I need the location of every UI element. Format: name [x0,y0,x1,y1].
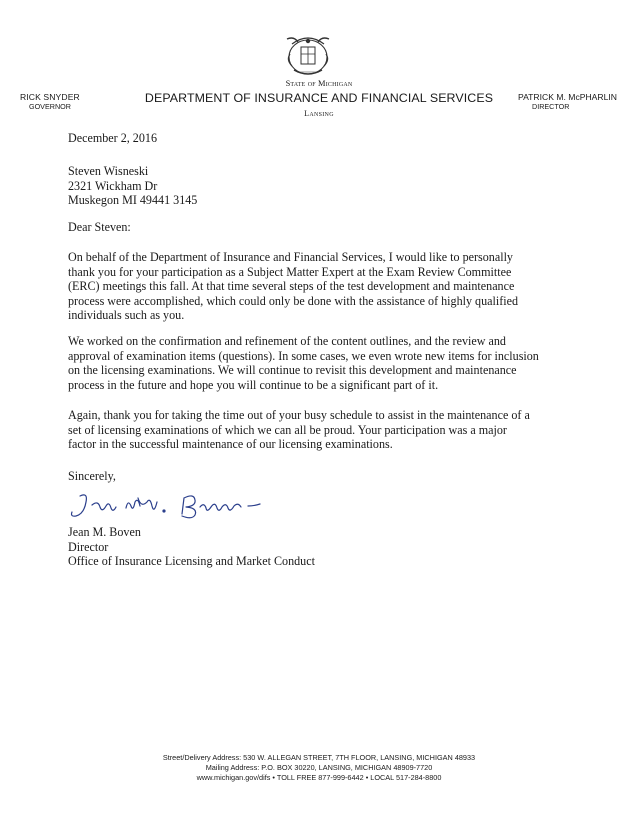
signer-title: Director [68,539,109,554]
closing: Sincerely, [68,469,116,483]
recipient-city: Muskegon MI 49441 3145 [68,193,198,208]
letter-date: December 2, 2016 [68,131,157,145]
paragraph-line: Again, thank you for taking the time out of your busy schedule to assist in the maintenance of a [68,408,530,422]
signer-office: Office of Insurance Licensing and Market Conduct [68,554,315,569]
handwritten-signature [66,488,296,522]
governor-name: RICK SNYDER [20,92,80,102]
city-line: Lansing [304,109,334,118]
salutation: Dear Steven: [68,220,131,234]
state-line: State of Michigan [285,79,353,88]
paragraph-line: process in the future and hope you will continue to be a significant part of it. [68,377,439,392]
recipient-address [68,164,576,208]
paragraph-line: thank you for your participation as a Subject Matter Expert at the Exam Review Committee [68,264,512,279]
paragraph-line: approval of examination items (questions). In some cases, we even wrote new items for inclusion [68,348,539,363]
signature-block [68,525,576,569]
footer-contact: www.michigan.gov/difs • TOLL FREE 877-999-6442 • LOCAL 517-284-8800 [196,773,442,782]
paragraph-line: set of licensing examinations of which we can all be proud. Your participation was a major [68,422,507,437]
paragraph-line: (ERC) meetings this fall. At that time several steps of the test development and maintenance [68,279,515,294]
state-seal-icon [278,30,338,82]
paragraph-line: On behalf of the Department of Insurance and Financial Services, I would like to personally [68,250,513,264]
paragraph-line: individuals such as you. [68,308,185,323]
director-title: DIRECTOR [532,102,570,111]
paragraph-line: on the licensing examinations. We will continue to revisit this development and maintenance [68,363,517,378]
paragraph-2 [68,334,576,392]
department-name: DEPARTMENT OF INSURANCE AND FINANCIAL SERVICES [144,91,494,105]
footer-mailing-address: Mailing Address: P.O. BOX 30220, LANSING, MICHIGAN 48909-7720 [205,763,433,772]
letter-footer [0,753,638,783]
recipient-name: Steven Wisneski [68,164,149,178]
paragraph-line: process were accomplished, which could only be done with the assistance of highly qualified [68,293,519,308]
governor-title: GOVERNOR [29,102,71,111]
paragraph-line: We worked on the confirmation and refinement of the content outlines, and the review and [68,334,506,348]
director-name: PATRICK M. McPHARLIN [518,92,617,102]
paragraph-3 [68,408,576,452]
paragraph-line: factor in the successful maintenance of our licensing examinations. [68,437,393,452]
footer-street-address: Street/Delivery Address: 530 W. ALLEGAN STREET, 7TH FLOOR, LANSING, MICHIGAN 48933 [162,753,476,762]
recipient-street: 2321 Wickham Dr [68,178,158,193]
signer-name: Jean M. Boven [68,525,141,539]
paragraph-1 [68,250,576,323]
